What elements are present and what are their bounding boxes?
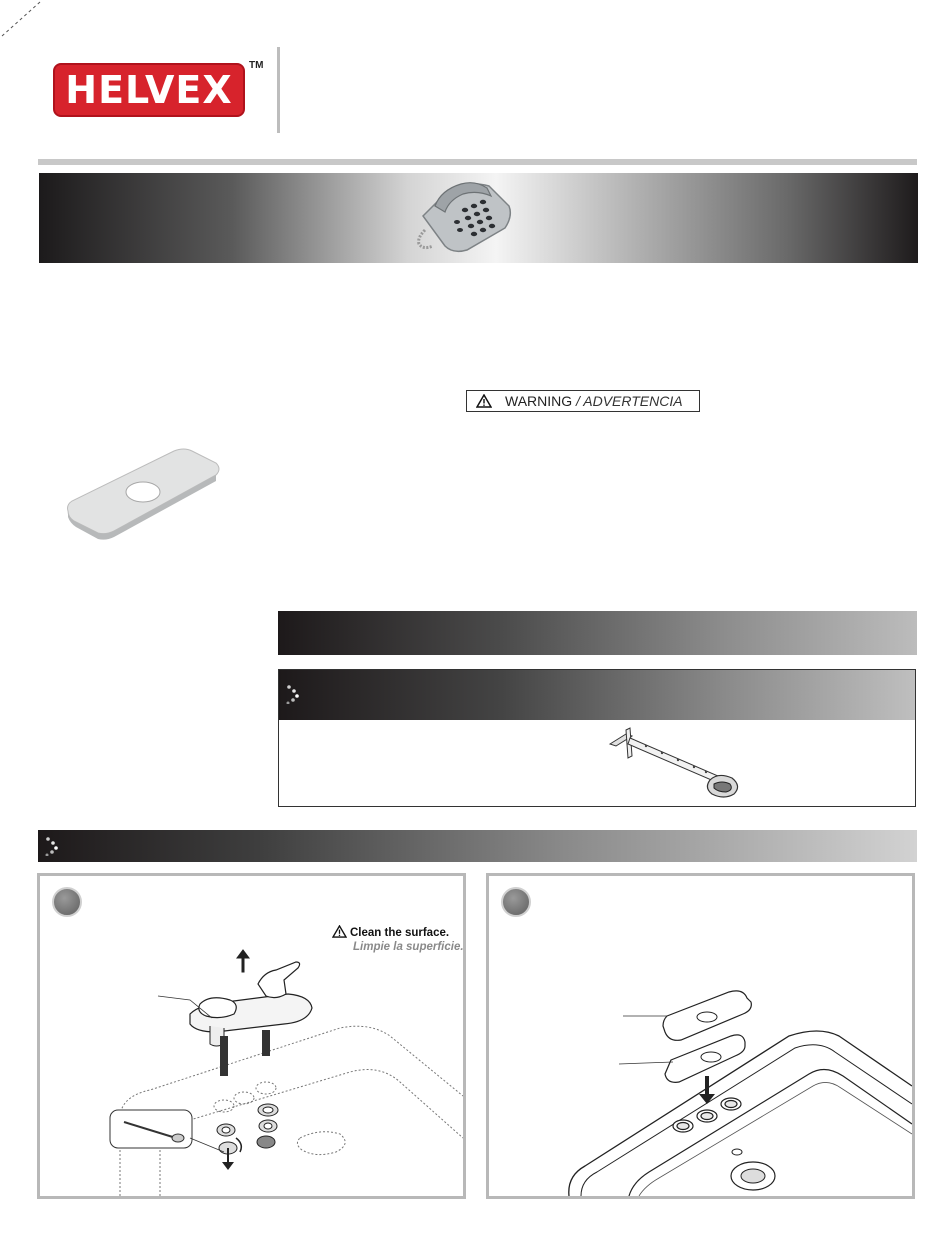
step-panel-1	[37, 873, 466, 1199]
header-rule	[38, 159, 917, 165]
cover-plate-install-illustration	[489, 876, 912, 1196]
note-text-en: Clean the surface.	[350, 927, 450, 939]
step-panel-2	[486, 873, 915, 1199]
header-divider	[277, 47, 280, 133]
tools-box	[278, 669, 916, 807]
trademark-mark: TM	[249, 60, 264, 71]
helvex-logo	[53, 60, 264, 118]
note-text-es: Limpie la superficie.	[353, 941, 464, 953]
basin-wrench-illustration	[606, 726, 746, 798]
telephone-icon	[405, 176, 515, 254]
cover-plate-illustration	[64, 445, 224, 540]
warning-text-es: / ADVERTENCIA	[576, 393, 683, 409]
bullet-dots-icon	[44, 836, 60, 856]
faucet-removal-illustration	[40, 876, 463, 1196]
corner-crop-mark	[0, 0, 44, 38]
logo-text: HELVEX	[65, 68, 233, 112]
warning-text-en: WARNING	[505, 393, 573, 409]
warning-triangle-icon	[476, 394, 492, 408]
tools-header	[279, 670, 915, 720]
warning-label	[466, 390, 700, 412]
installation-header-bar	[38, 830, 917, 862]
section-header-bar	[278, 611, 917, 655]
bullet-dots-icon	[285, 684, 301, 704]
